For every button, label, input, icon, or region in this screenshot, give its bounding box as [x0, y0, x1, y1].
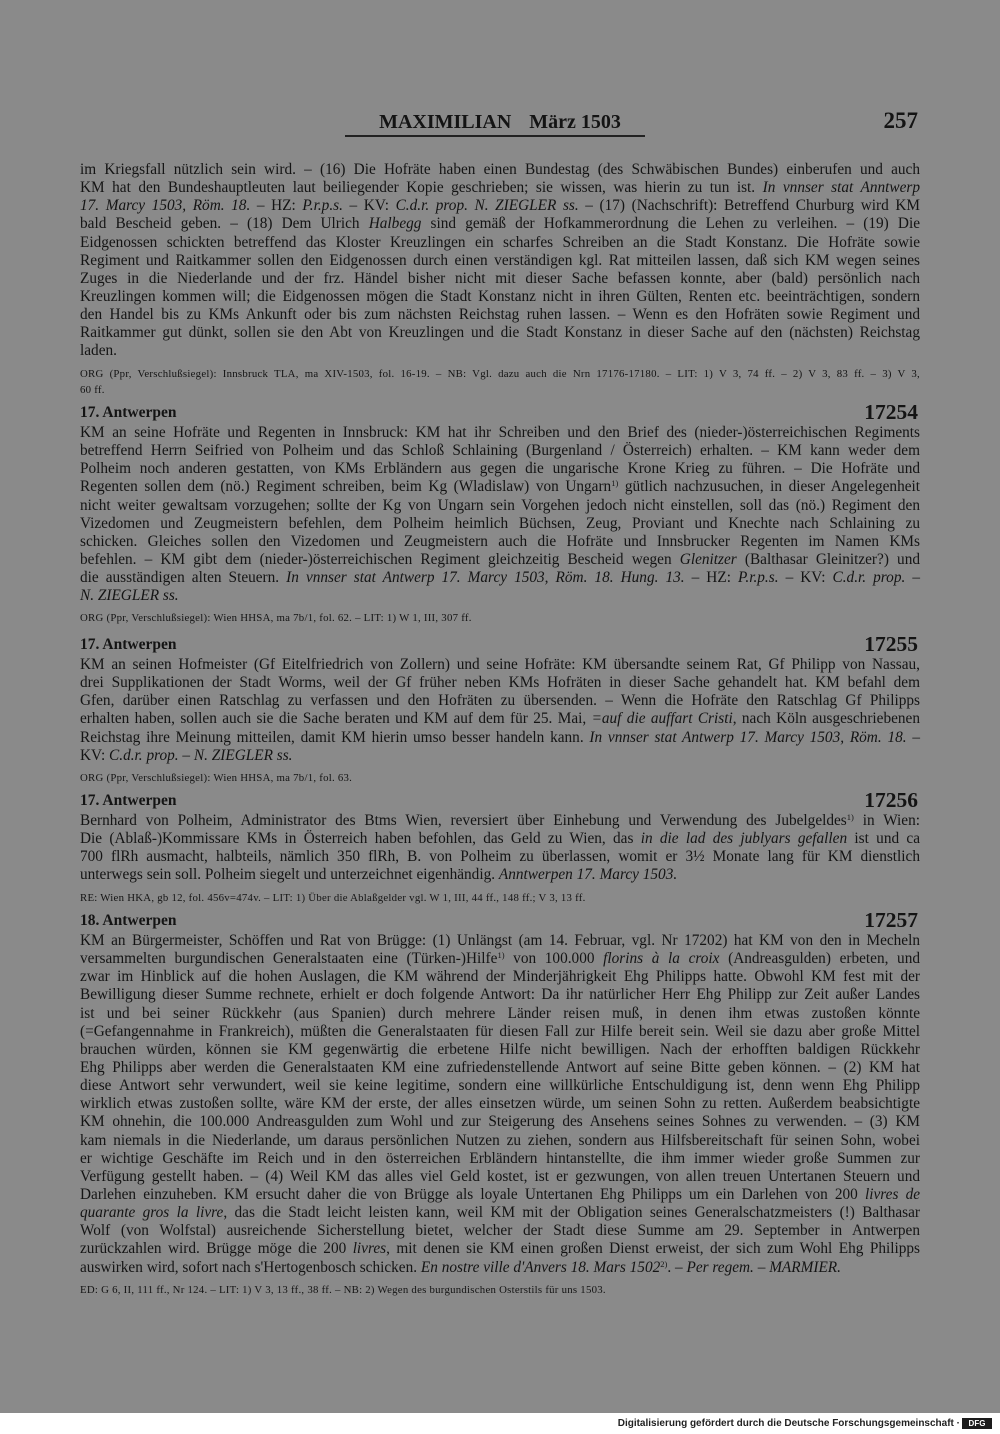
text-line — [80, 478, 920, 496]
entry-number: 17257 — [864, 908, 918, 932]
text-line — [80, 710, 920, 728]
text-run: den Handel bis zu KMs Ankunft oder bis zum nächsten Reichstag ruhen lassen. – Wenn es den Hofräten sowie Regiment und — [80, 306, 920, 324]
text-run: KV: — [80, 746, 110, 764]
text-line — [80, 674, 920, 692]
source-line — [80, 366, 920, 382]
text-run: drei Supplikationen der Stadt Worms, weil der Gf früher neben KMs Hofräten in dieser Sache gehandelt hat. KM befahl dem — [80, 674, 920, 692]
text-line — [80, 1095, 920, 1113]
text-line — [80, 1132, 920, 1150]
text-line — [80, 1150, 920, 1168]
text-line — [80, 215, 920, 233]
text-run: Kreuzlingen kommen will; die Eidgenossen mögen die Stadt Konstanz nicht in ihren Gülten, Renten etc. beeinträchtigen, sondern — [80, 287, 920, 305]
text-line — [80, 1222, 920, 1240]
italic-text-run: Glenitzer — [679, 550, 737, 568]
text-run: KM an Bürgermeister, Schöffen und Rat von Brügge: (1) Unlängst (am 14. Februar, vgl. Nr 17202) hat KM von den in Mecheln — [80, 932, 920, 949]
italic-text-run: livres de — [865, 1185, 921, 1203]
italic-text-run: P.r.p.s. — [738, 569, 779, 587]
text-run: – HZ: — [250, 197, 303, 215]
text-run: – — [753, 1258, 770, 1276]
text-run: er wichtige Geschäfte im Reich und in den österreichen Erbländern hintanstellte, die ihm immer wieder große Summen zur — [80, 1149, 920, 1167]
digitization-footer — [0, 1413, 1000, 1434]
text-run: Eidgenossen schickten betreffend das Kloster Kreuzlingen ein scharfes Schreiben an die Stadt Konstanz. Die Hofräte sowie — [80, 233, 920, 251]
text-run: Regiment und Raitkammer sollen den Eidgenossen durch einen verständigen kgl. Rat mitteilen lassen, daß sich KM wegen seines — [80, 251, 920, 269]
text-line — [80, 1113, 920, 1131]
entry-date-place: 17. Antwerpen — [80, 404, 177, 421]
running-head — [0, 108, 1000, 136]
entry-text — [80, 932, 920, 1277]
text-line — [80, 950, 920, 968]
text-run: zwar im Hinblick auf die hohen Auslagen, die KM während der Minderjährigkeit Ehg Philipps hatte. Obwohl KM fest mit der — [80, 968, 920, 986]
footnote-marker: 1) — [611, 478, 619, 489]
italic-text-run: Per regem. — [686, 1258, 754, 1276]
text-run: bald Bescheid geben. – (18) Dem Ulrich — [80, 215, 369, 233]
text-run: 60 ff. — [80, 383, 105, 396]
text-run: gütlich nachzusuchen, in dieser Angelegenheit — [618, 478, 921, 496]
text-run: , mit denen sie KM einen großen Dienst erweist, der sich zum Wohl Ehg Philipps — [386, 1240, 920, 1258]
text-line — [80, 848, 920, 866]
continued-entry — [80, 161, 920, 398]
text-line — [80, 729, 920, 747]
text-line — [80, 1059, 920, 1077]
text-line — [80, 270, 920, 288]
text-line — [80, 424, 920, 442]
regest-entry — [80, 910, 920, 1298]
entry-heading — [80, 634, 920, 656]
text-line — [80, 1168, 920, 1186]
text-line — [80, 812, 920, 830]
text-run: Regenten sollen dem (nö.) Regiment schreiben, beim Kg (Wladislaw) von Ungarn — [80, 478, 612, 496]
text-run: nicht weiter gewaltsam vorzugehen; sollte der Kg von Ungarn sein Vorgehen jedoch nicht einstellen, soll das (nö.) Regiment den — [80, 496, 920, 514]
text-run: von 100.000 — [504, 950, 604, 968]
text-run: Gfen, darüber einen Ratschlag zu verfassen und den Hofräten zu übersenden. – Wenn die Hofräte den Ratschlag Gf Philipps — [80, 692, 920, 710]
text-run: Wolf (von Wolfstal) ausreichende Sicherstellung bietet, welcher der Stadt diese Summe am 29. September in Antwerpen — [80, 1222, 920, 1240]
text-run: Verfügung gestellt haben. – (4) Weil KM das alles viel Geld kostet, ist er gezwungen, von allen treuen Untertanen Steuern und — [80, 1167, 920, 1185]
italic-text-run: In vnnser stat Antwerp 17. Marcy 1503, Röm. 18. Hung. 13. — [286, 569, 685, 587]
source-note — [80, 610, 920, 626]
text-line — [80, 161, 920, 179]
text-run: im Kriegsfall nützlich sein wird. – (16) Die Hofräte haben einen Bundestag (des Schwäbischen Bundes) einberufen und auch — [80, 161, 920, 178]
italic-text-run: livres — [352, 1240, 387, 1258]
text-line — [80, 306, 920, 324]
text-run: zurückzahlen wird. Brügge möge die 200 — [80, 1240, 353, 1258]
text-line — [80, 747, 920, 765]
text-line — [80, 569, 920, 587]
entry-text — [80, 812, 920, 885]
text-run: auswirken wird, sofort nach s'Hertogenbosch schicken. — [80, 1258, 421, 1276]
text-line — [80, 288, 920, 306]
italic-text-run: Anntwerpen 17. Marcy 1503. — [498, 866, 678, 884]
text-run: sind gemäß der Hofkammerordnung die Lehen zu verleihen. – (19) Die — [421, 215, 920, 233]
text-run: betreffend Herrn Seifried von Polheim und das Schloß Schlaining (Burgenland / Österreich) erhalten. – KM kann weder dem — [80, 442, 920, 460]
text-run: wirklich etwas zustoßen sollte, wäre KM der erste, der alles einsetzen würde, um seinen Sohn zu retten. Außerdem beabsichtigte — [80, 1095, 920, 1113]
text-run: Reichstag ihre Meinung mitteilen, damit KM hierin umso besser handeln kann. — [80, 728, 590, 746]
text-line — [80, 692, 920, 710]
text-run: kam niemals in die Niederlande, um daraus persönlichen Nutzen zu ziehen, sondern aus Hilfsbereitschaft für seinen Sohn, wobei — [80, 1131, 920, 1149]
entry-number: 17256 — [864, 788, 918, 812]
text-run: Bernhard von Polheim, Administrator des Btms Wien, reversiert über Einhebung und Verwendung des Jubelgeldes — [80, 812, 847, 829]
entry-heading — [80, 790, 920, 812]
text-line — [80, 1041, 920, 1059]
footnote-marker: 2) — [660, 1258, 668, 1269]
text-run: erhalten haben, sollen auch sie die Sache beraten und KM auf dem für 25. Mai, — [80, 710, 592, 728]
text-run: schicken. Gleiches sollen den Vizedomen und Zeugmeistern auch die Hofräte und Innsbrucker Regenten im Namen KMs — [80, 532, 920, 550]
text-run: (Andreasgulden) erbeten, und — [719, 950, 921, 968]
entry-text — [80, 656, 920, 765]
text-run: die ausständigen alten Steuern. — [80, 569, 287, 587]
italic-text-run: MARMIER. — [769, 1258, 841, 1276]
text-run: (=Gefangennahme in Frankreich), müßten die Generalstaaten für diesen Fall zur Hilfe bereit sein. Weil sie dazu aber große Mittel — [80, 1022, 920, 1040]
regest-entry — [80, 790, 920, 906]
text-line — [80, 442, 920, 460]
running-head-rule — [345, 135, 645, 137]
italic-text-run: quarante gros la livre — [80, 1204, 224, 1222]
text-run: unterwegs sein soll. Polheim siegelt und unterzeichnet eigenhändig. — [80, 866, 499, 884]
text-line — [80, 986, 920, 1004]
text-run: Vizedomen und Zeugmeistern befehlen, dem Polheim heimlich Büchsen, Zeug, Proviant und Knechte nach Schlaining zu — [80, 514, 920, 532]
dfg-logo: DFG — [962, 1418, 992, 1429]
source-line — [80, 382, 920, 398]
entry-heading — [80, 910, 920, 932]
running-head-title: MAXIMILIAN — [379, 111, 512, 133]
italic-text-run: C.d.r. prop. – N. ZIEGLER ss. — [109, 746, 293, 764]
text-run: KM ohnehin, die 100.000 Andreasgulden zum Wohl und zur Steigerung des Ansehens seines Sohnes zu verwenden. – (3) KM — [80, 1113, 920, 1131]
entry-date-place: 17. Antwerpen — [80, 636, 177, 653]
source-line — [80, 770, 920, 786]
text-run: ORG (Ppr, Verschlußsiegel): Innsbruck TLA, ma XIV-1503, fol. 16-19. – NB: Vgl. dazu auch die Nrn 17176-17180. – LIT: 1) V 3, 74 ff. – 2) V 3, 83 ff. – 3) V 3, — [80, 367, 920, 380]
text-line — [80, 342, 920, 360]
text-line — [80, 866, 920, 884]
text-line — [80, 1240, 920, 1258]
text-line — [80, 1077, 920, 1095]
text-run: Die (Ablaß-)Kommissare KMs in Österreich haben befohlen, das Geld zu Wien, das — [80, 830, 641, 848]
text-line — [80, 497, 920, 515]
text-line — [80, 551, 920, 569]
source-note — [80, 1282, 920, 1298]
text-run: ist und bei seiner Rückkehr (aus Spanien) durch mehrere Länder reisen muß, in denen ihm etwas zustoßen könnte — [80, 1004, 920, 1022]
text-line — [80, 197, 920, 215]
source-line — [80, 890, 920, 906]
text-run: befehlen. – KM gibt dem (nieder-)österreichischen Regiment gleichzeitig Bescheid wegen — [80, 550, 680, 568]
funding-notice: Digitalisierung gefördert durch die Deutsche Forschungsgemeinschaft · — [617, 1418, 960, 1429]
text-run: ORG (Ppr, Verschlußsiegel): Wien HHSA, ma 7b/1, fol. 62. – LIT: 1) W 1, III, 307 ff. — [80, 612, 472, 625]
italic-text-run: In vnnser stat Antwerp 17. Marcy 1503, Röm. 18. — [589, 728, 907, 746]
entry-number: 17254 — [864, 400, 918, 424]
italic-text-run: in die lad des jublyars gefallen — [640, 830, 848, 848]
text-run: diese Antwort sehr verwundert, weil sie keine legitime, sondern eine willkürliche Entschuldigung ist, denn wenn Ehg Philipp — [80, 1077, 920, 1095]
italic-text-run: 17. Marcy 1503, Röm. 18. — [80, 197, 251, 215]
text-run: – HZ: — [684, 569, 738, 587]
text-run: – (17) (Nachschrift): Betreffend Churburg wird KM — [578, 197, 920, 215]
regest-entry — [80, 402, 920, 626]
italic-text-run: =auf die auffart Cristi — [591, 710, 733, 728]
text-run: Ehg Philipps aber werden die Generalstaaten KM eine zufriedenstellende Antwort auf seine Bitte geben können. – (2) KM hat — [80, 1058, 920, 1076]
text-run: laden. — [80, 342, 117, 360]
text-run: Raitkammer gut dünkt, sollen sie den Abt von Kreuzlingen und die Stadt Konstanz in dieser Sache auf den (nächsten) Reichstag — [80, 324, 920, 342]
entry-heading — [80, 402, 920, 424]
text-line — [80, 968, 920, 986]
text-run: Bewilligung dieser Summe rechnete, erhielt er doch folgende Antwort: Da ihr natürlicher Herr Ehg Philipp zur Zeit außer Landes — [80, 986, 920, 1004]
footnote-marker: 1) — [846, 812, 854, 822]
text-line — [80, 830, 920, 848]
text-run: – KV: — [342, 197, 396, 215]
footnote-marker: 1) — [497, 950, 505, 961]
text-line — [80, 324, 920, 342]
text-run: Polheim noch anderen gestatten, von KMs Erbländern aus gegen die ungarische Krone Krieg zu führen. – Die Hofräte und — [80, 460, 920, 478]
text-run: RE: Wien HKA, gb 12, fol. 456v=474v. – LIT: 1) Über die Ablaßgelder vgl. W 1, III, 44 ff., 148 ff.; V 3, 13 ff. — [80, 891, 586, 904]
text-line — [80, 460, 920, 478]
source-line — [80, 1282, 920, 1298]
text-run: ist und ca — [847, 830, 920, 848]
italic-text-run: N. ZIEGLER ss. — [80, 587, 179, 605]
text-run: (Balthasar Gleinitzer?) und — [736, 550, 921, 568]
text-run: , nach Köln ausgeschriebenen — [732, 710, 920, 728]
italic-text-run: C.d.r. prop. – — [832, 569, 920, 587]
entry-date-place: 17. Antwerpen — [80, 792, 177, 809]
text-run: Zuges in die Niederlande und der frz. Händel bisher nicht mit dieser Sache befassen konnte, aber (bald) persönlich nach — [80, 269, 920, 287]
italic-text-run: En nostre ville d'Anvers 18. Mars 1502 — [420, 1258, 661, 1276]
text-run: in Wien: — [853, 812, 920, 829]
text-run: KM hat den Bundeshauptleuten laut beiliegender Kopie geschrieben; sie wissen, was hierin zu tun ist. — [80, 179, 763, 197]
text-run: 700 flRh ausmacht, halbteils, nämlich 350 flRh, B. von Polheim zu überlassen, womit er 3½ Monate lang für KM dienstlich — [80, 848, 920, 866]
entry-number: 17255 — [864, 632, 918, 656]
text-run: – — [906, 728, 920, 746]
text-run: ORG (Ppr, Verschlußsiegel): Wien HHSA, ma 7b/1, fol. 63. — [80, 771, 353, 784]
text-line — [80, 656, 920, 674]
italic-text-run: C.d.r. prop. N. ZIEGLER ss. — [395, 197, 579, 215]
italic-text-run: Halbegg — [368, 215, 422, 233]
text-line — [80, 234, 920, 252]
entry-date-place: 18. Antwerpen — [80, 912, 177, 929]
text-line — [80, 252, 920, 270]
entry-text — [80, 161, 920, 361]
regest-entry — [80, 634, 920, 786]
running-head-date: März 1503 — [529, 111, 621, 133]
text-run: Darlehen einzuheben. KM ersucht daher die von Brügge als loyale Untertanen Ehg Philipps um ein Darlehen von 200 — [80, 1185, 865, 1203]
source-note — [80, 366, 920, 398]
text-run: . – — [667, 1258, 687, 1276]
text-line — [80, 1259, 920, 1277]
text-line — [80, 533, 920, 551]
text-line — [80, 1204, 920, 1222]
page-number: 257 — [883, 108, 918, 133]
italic-text-run: In vnnser stat Anntwerp — [762, 179, 920, 197]
text-run: brauchen würden, können sie KM gegenwärtig die erbetene Hilfe nicht bewilligen. Nach der erhofften baldigen Rückkehr — [80, 1040, 920, 1058]
entry-text — [80, 424, 920, 605]
text-run: KM an seine Hofräte und Regenten in Innsbruck: KM hat ihr Schreiben und den Brief des (nieder-)österreichischen Regiments — [80, 424, 920, 441]
italic-text-run: florins à la croix — [603, 950, 720, 968]
text-line — [80, 1005, 920, 1023]
source-note — [80, 770, 920, 786]
text-line — [80, 1186, 920, 1204]
text-run: – KV: — [778, 569, 833, 587]
text-run: ED: G 6, II, 111 ff., Nr 124. – LIT: 1) V 3, 13 ff., 38 ff. – NB: 2) Wegen des burgundischen Osterstils für uns 1503. — [80, 1283, 606, 1296]
text-run: KM an seinen Hofmeister (Gf Eitelfriedrich von Zollern) und seine Hofräte: KM übersandte seinem Rat, Gf Philipp von Nassau, — [80, 656, 920, 673]
source-note — [80, 890, 920, 906]
italic-text-run: P.r.p.s. — [302, 197, 343, 215]
source-line — [80, 610, 920, 626]
text-run: versammelten burgundischen Generalstaaten eine (Türken-)Hilfe — [80, 950, 498, 968]
text-line — [80, 1023, 920, 1041]
text-line — [80, 515, 920, 533]
text-line — [80, 932, 920, 950]
text-line — [80, 179, 920, 197]
text-line — [80, 587, 920, 605]
text-run: , das die Stadt leicht leisten kann, weil KM mit der Obligation seines Generalschatzmeisters (!) Balthasar — [223, 1204, 920, 1222]
